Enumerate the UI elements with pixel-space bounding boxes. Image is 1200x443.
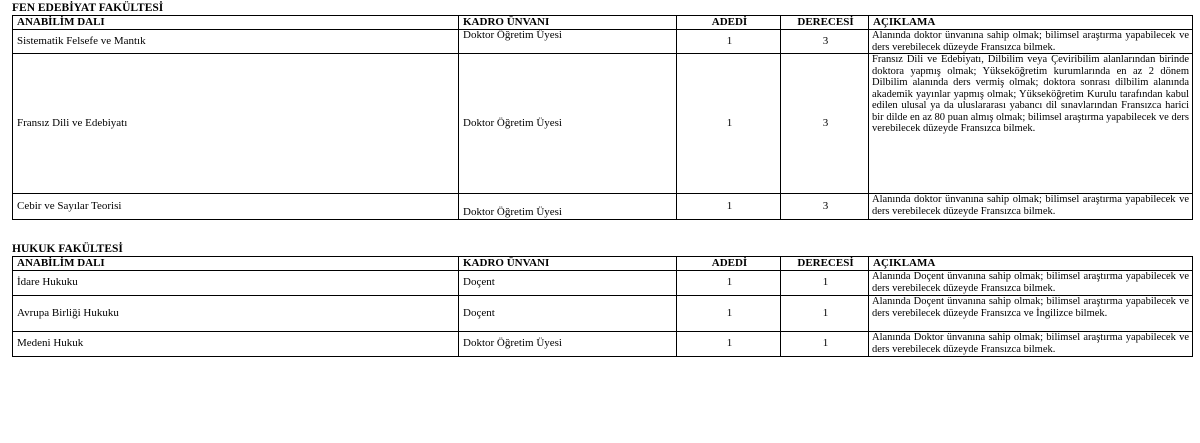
header-aciklama: AÇIKLAMA bbox=[869, 257, 1193, 271]
cell-kadro: Doktor Öğretim Üyesi bbox=[459, 30, 677, 54]
table-row bbox=[13, 296, 1193, 332]
cell-kadro: Doktor Öğretim Üyesi bbox=[459, 194, 677, 220]
table-row bbox=[13, 194, 1193, 220]
header-derecesi: DERECESİ bbox=[781, 16, 869, 30]
cell-adet: 1 bbox=[677, 271, 781, 296]
cell-anabilim: Fransız Dili ve Edebiyatı bbox=[13, 54, 459, 194]
positions-table bbox=[12, 256, 1193, 357]
cell-adet: 1 bbox=[677, 54, 781, 194]
cell-aciklama: Fransız Dili ve Edebiyatı, Dilbilim veya Çeviribilim alanlarından birinde doktora yapmış olmak; Yükseköğretim kurumlarında en az 2 dönem Dilbilim alanında ders vermiş olmak; doktora sonrası dilbilim alanında akademik yayınlar yapmış olmak; Yükseköğretim Kurulu tarafından kabul edilen ulusal ya da uluslararası yabancı dil sınavlarından Fransızca harici bir dilde en az 80 puan almış olmak; bilimsel araştırma yapabilecek ve ders verebilecek düzeyde Fransızca bilmek. bbox=[869, 54, 1193, 194]
section-title: HUKUK FAKÜLTESİ bbox=[12, 243, 123, 255]
cell-anabilim: Sistematik Felsefe ve Mantık bbox=[13, 30, 459, 54]
cell-adet: 1 bbox=[677, 332, 781, 357]
cell-kadro: Doktor Öğretim Üyesi bbox=[459, 332, 677, 357]
section-hukuk bbox=[0, 242, 1200, 357]
table-header-row bbox=[13, 16, 1193, 30]
header-adedi: ADEDİ bbox=[677, 257, 781, 271]
positions-table bbox=[12, 15, 1193, 220]
section-fen-edebiyat bbox=[0, 1, 1200, 220]
table-row bbox=[13, 332, 1193, 357]
cell-adet: 1 bbox=[677, 30, 781, 54]
cell-kadro: Doçent bbox=[459, 296, 677, 332]
header-adedi: ADEDİ bbox=[677, 16, 781, 30]
header-anabilim-dali: ANABİLİM DALI bbox=[13, 257, 459, 271]
cell-derece: 3 bbox=[781, 30, 869, 54]
cell-adet: 1 bbox=[677, 296, 781, 332]
header-derecesi: DERECESİ bbox=[781, 257, 869, 271]
cell-derece: 1 bbox=[781, 332, 869, 357]
header-kadro-unvani: KADRO ÜNVANI bbox=[459, 16, 677, 30]
table-row bbox=[13, 54, 1193, 194]
header-kadro-unvani: KADRO ÜNVANI bbox=[459, 257, 677, 271]
cell-anabilim: İdare Hukuku bbox=[13, 271, 459, 296]
cell-aciklama: Alanında doktor ünvanına sahip olmak; bilimsel araştırma yapabilecek ve ders verebilecek düzeyde Fransızca bilmek. bbox=[869, 30, 1193, 54]
cell-derece: 1 bbox=[781, 271, 869, 296]
table-header-row bbox=[13, 257, 1193, 271]
table-row bbox=[13, 30, 1193, 54]
cell-anabilim: Cebir ve Sayılar Teorisi bbox=[13, 194, 459, 220]
cell-kadro: Doçent bbox=[459, 271, 677, 296]
cell-adet: 1 bbox=[677, 194, 781, 220]
cell-aciklama: Alanında Doçent ünvanına sahip olmak; bilimsel araştırma yapabilecek ve ders verebilecek düzeyde Fransızca ve İngilizce bilmek. bbox=[869, 296, 1193, 332]
cell-kadro: Doktor Öğretim Üyesi bbox=[459, 54, 677, 194]
cell-aciklama: Alanında Doktor ünvanına sahip olmak; bilimsel araştırma yapabilecek ve ders verebilecek düzeyde Fransızca bilmek. bbox=[869, 332, 1193, 357]
header-aciklama: AÇIKLAMA bbox=[869, 16, 1193, 30]
cell-anabilim: Avrupa Birliği Hukuku bbox=[13, 296, 459, 332]
cell-derece: 3 bbox=[781, 194, 869, 220]
cell-aciklama: Alanında Doçent ünvanına sahip olmak; bilimsel araştırma yapabilecek ve ders verebilecek düzeyde Fransızca bilmek. bbox=[869, 271, 1193, 296]
cell-aciklama: Alanında doktor ünvanına sahip olmak; bilimsel araştırma yapabilecek ve ders verebilecek düzeyde Fransızca bilmek. bbox=[869, 194, 1193, 220]
cell-derece: 3 bbox=[781, 54, 869, 194]
section-title: FEN EDEBİYAT FAKÜLTESİ bbox=[12, 2, 164, 14]
cell-derece: 1 bbox=[781, 296, 869, 332]
table-row bbox=[13, 271, 1193, 296]
header-anabilim-dali: ANABİLİM DALI bbox=[13, 16, 459, 30]
cell-anabilim: Medeni Hukuk bbox=[13, 332, 459, 357]
